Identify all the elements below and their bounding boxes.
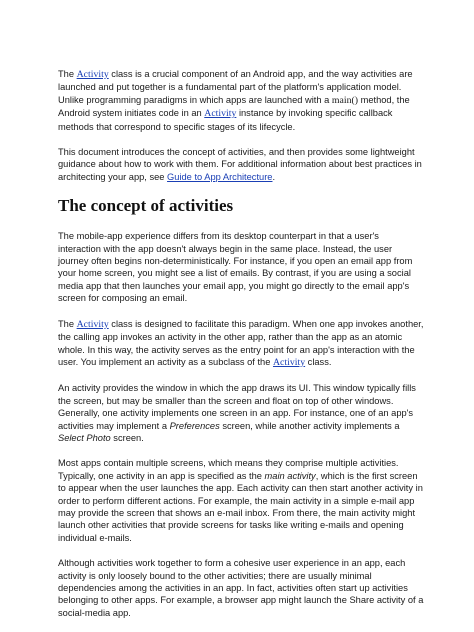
- overview-paragraph: [58, 146, 424, 183]
- text-run: An activity provides the window in which the app draws its UI. This window typically fills the screen, but may be smaller than the screen and float on top of other windows. Generally, one activity implements one screen in an app. For instance, one of an app's activities may implement a: [58, 383, 416, 431]
- activity-class-link[interactable]: Activity: [76, 318, 109, 330]
- text-run: class.: [305, 356, 332, 367]
- text-run: The: [58, 318, 77, 329]
- text-run: instance by invoking specific callback methods that correspond to specific stages of its lifecycle.: [58, 108, 393, 132]
- text-run: class is a crucial component of an Android app, and the way activities are launched and put together is a fundamental part of the platform's application model. Unlike programming paradigms in which apps are launched with a: [58, 69, 413, 105]
- text-run: .: [272, 171, 276, 182]
- text-run: screen, while another activity implements a: [219, 420, 400, 431]
- guide-to-app-architecture-link[interactable]: Guide to App Architecture: [167, 171, 273, 182]
- text-run: method, the Android system initiates code in an: [58, 94, 410, 119]
- section-heading: The concept of activities: [58, 196, 234, 216]
- text-run: , which is the first screen to appear when the user launches the app. Each activity can then start another activity in order to perform different actions. For example, the main activity in a simple e-mail app may provide the screen that shows an e-mail inbox. From there, the main activity might launch other activities that provide screens for tasks like writing e-mails and opening individual e-mails.: [58, 470, 423, 543]
- body-paragraph: Although activities work together to form a cohesive user experience in an app, each activity is only loosely bound to the other activities; there are usually minimal dependencies among the activities in an app. In fact, activities often start up activities belonging to other apps. For example, a browser app might launch the Share activity of a social-media app.: [58, 558, 424, 618]
- text-run: The: [58, 69, 77, 79]
- intro-paragraph: [58, 68, 424, 133]
- document-body: [58, 68, 424, 632]
- body-paragraph: [58, 457, 424, 544]
- body-paragraph: The mobile-app experience differs from its desktop counterpart in that a user's interaction with the app doesn't always begin in the same place. Instead, the user journey often begins non-deterministically. For instance, if you open an email app from your home screen, you might see a list of emails. By contrast, if you are using a social media app that then launches your email app, you might go directly to the email app's screen for composing an email.: [58, 231, 413, 304]
- emphasis-text: Preferences: [169, 420, 220, 431]
- activity-class-link[interactable]: Activity: [76, 69, 109, 80]
- body-paragraph: [58, 382, 424, 444]
- activity-class-link[interactable]: Activity: [272, 356, 306, 368]
- activity-class-link[interactable]: Activity: [204, 108, 237, 120]
- emphasis-text: main activity: [264, 470, 316, 481]
- text-run: class is designed to facilitate this paradigm. When one app invokes another, the calling app invokes an activity in the other app, rather than the app as an atomic whole. In this way, the activity serves as the entry point for an app's interaction with the user. You implement an activity as a subclass of the: [58, 318, 424, 367]
- text-run: Most apps contain multiple screens, which means they comprise multiple activities. Typically, one activity in an app is specified as the: [58, 458, 399, 481]
- text-run: This document introduces the concept of activities, and then provides some lightweight guidance about how to work with them. For additional information about best practices in architecting your app, see: [58, 147, 422, 182]
- body-paragraph: [58, 318, 424, 370]
- text-run: screen.: [110, 432, 144, 443]
- main-method-code: main(): [331, 94, 359, 106]
- emphasis-text: Select Photo: [58, 432, 111, 443]
